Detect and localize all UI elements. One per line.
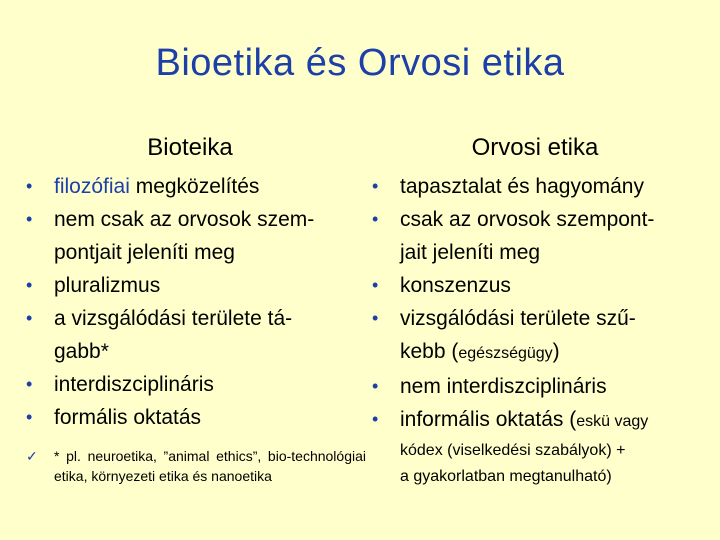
footnote <box>26 446 366 486</box>
slide-title: Bioetika és Orvosi etika <box>155 42 565 84</box>
item-text: konszenzus <box>400 274 511 297</box>
item-text: vizsgálódási területe szű- <box>400 307 636 330</box>
item-text-end: ) <box>552 340 560 363</box>
item-text-cont: kódex (viselkedési szabályok) + <box>400 442 626 459</box>
bullet-icon: • <box>26 407 33 427</box>
list-item <box>368 403 713 490</box>
bullet-icon: • <box>372 376 379 396</box>
list-item <box>22 269 367 302</box>
item-text: megközelítés <box>129 175 260 198</box>
bullet-icon: • <box>372 409 379 429</box>
item-text: nem csak az orvosok szem- <box>54 208 315 231</box>
item-text: interdiszciplináris <box>54 373 214 396</box>
bullet-icon: • <box>372 275 379 295</box>
bullet-icon: • <box>26 308 33 328</box>
item-text: a vizsgálódási területe tá- <box>54 307 293 330</box>
item-text: formális oktatás <box>54 406 202 429</box>
item-small-text: eskü vagy <box>576 413 649 430</box>
bioethics-list <box>22 170 367 434</box>
item-text: tapasztalat és hagyomány <box>400 175 644 198</box>
item-text-cont: gabb* <box>54 340 109 363</box>
item-text: pluralizmus <box>54 274 161 297</box>
item-text-cont: pontjait jeleníti meg <box>54 241 235 264</box>
list-item <box>368 302 713 370</box>
bullet-icon: • <box>26 176 33 196</box>
bullet-icon: • <box>372 176 379 196</box>
bullet-icon: • <box>372 308 379 328</box>
footnote-text: * pl. neuroetika, ”animal ethics”, bio-technológiai etika, környezeti etika és nanoetika <box>54 448 366 484</box>
list-item <box>22 302 367 368</box>
item-text: nem interdiszciplináris <box>400 375 607 398</box>
list-item <box>22 401 367 434</box>
bullet-icon: • <box>372 209 379 229</box>
bullet-icon: • <box>26 209 33 229</box>
list-item <box>368 203 713 269</box>
list-item <box>22 203 367 269</box>
list-item <box>368 170 713 203</box>
item-text-cont: jait jeleníti meg <box>400 241 541 264</box>
left-column-heading: Bioteika <box>147 134 233 161</box>
item-highlight: filozófiai <box>54 175 130 198</box>
list-item <box>368 269 713 302</box>
item-text-cont: a gyakorlatban megtanulható) <box>400 468 612 485</box>
right-column-heading: Orvosi etika <box>471 134 599 161</box>
bullet-icon: • <box>26 374 33 394</box>
item-text-cont: kebb ( <box>400 340 459 363</box>
list-item <box>368 370 713 403</box>
item-small-text: egészségügy <box>458 345 553 362</box>
list-item <box>22 170 367 203</box>
checkmark-icon: ✓ <box>26 448 38 464</box>
bullet-icon: • <box>26 275 33 295</box>
item-text: csak az orvosok szempont- <box>400 208 655 231</box>
item-text: informális oktatás ( <box>400 408 577 431</box>
list-item <box>22 368 367 401</box>
medical-ethics-list <box>368 170 713 490</box>
